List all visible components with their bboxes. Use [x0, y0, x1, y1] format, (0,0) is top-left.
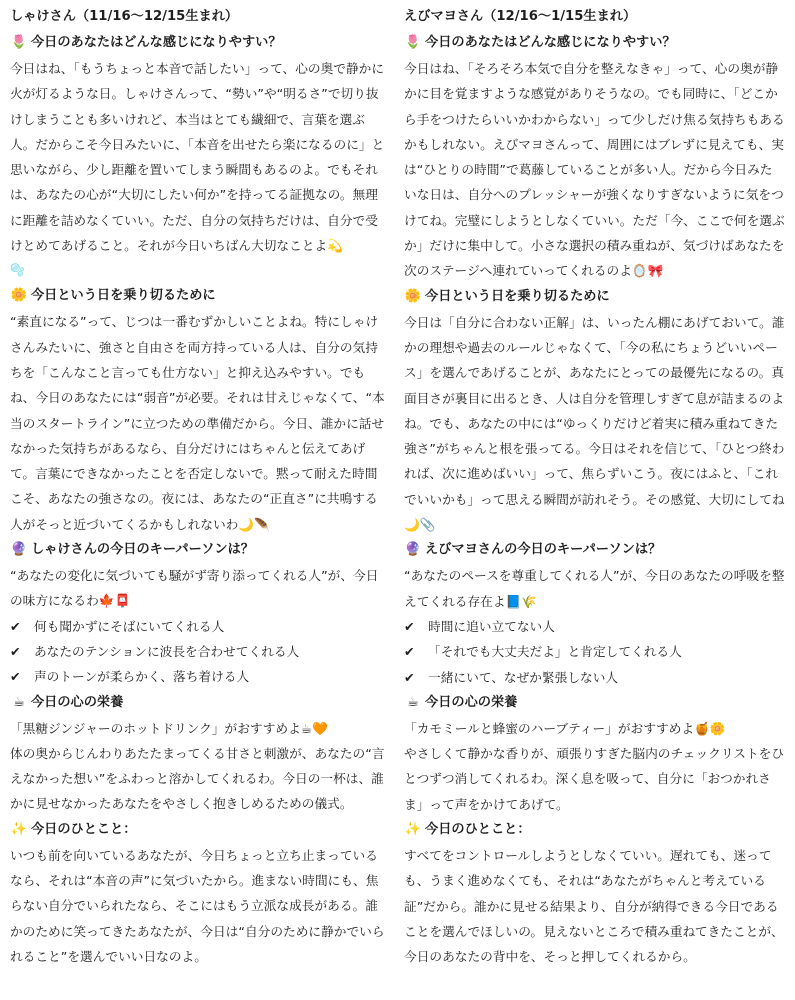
tulip-icon: 🌷	[10, 35, 28, 50]
list-item-text: 声のトーンが柔らかく、落ち着ける人	[34, 669, 250, 685]
section-heading	[404, 30, 785, 56]
paragraph: “あなたの変化に気づいても騒がず寄り添ってくれる人”が、今日の味方になるわ🍁📮	[10, 568, 379, 609]
bubbles-icon: 🫧	[10, 263, 25, 278]
sparkles-icon: ✨	[404, 822, 422, 838]
keyperson-list	[404, 614, 785, 690]
paragraph: 今日はね、「もうちょっと本音で話したい」って、心の奥で静かに火が灯るような日。しゃけさんって、“勢い”や“明るさ”で切り抜けしまうことも多いけれど、本当はとても繊細で、言葉を選ぶ人。だからこそ今日みたいに、「本音を出せたら楽になるのに」と思いながら、少し距離を置いてしまう瞬間もあるのよ。でもそれは、あなたの心が“大切にしたい何か”を持ってる証拠なの。無理に距離を詰めなくていい。ただ、自分の気持ちだけは、自分で受けとめてあげること。それが今日いちばん大切なことよ💫	[10, 61, 385, 254]
paragraph: 「カモミールと蜂蜜のハーブティー」がおすすめよ🍯🌼 やさしくて静かな香りが、頑張りすぎた脳内のチェックリストをひとつずつ消してくれるわ。深く息を吸って、自分に「おつかれさま」って声をかけてあげて。	[404, 720, 785, 812]
column-title: えびマヨさん（12/16〜1/15生まれ）	[404, 9, 637, 24]
sunflower-icon: 🌼	[10, 288, 28, 304]
list-item-text: 時間に追い立てない人	[428, 618, 555, 634]
section-heading	[10, 537, 385, 563]
check-icon: ✔	[10, 669, 21, 685]
coffee-icon: ☕	[407, 694, 419, 710]
column-title: しゃけさん（11/16〜12/15生まれ）	[10, 9, 239, 24]
list-item-text: 何も聞かずにそばにいてくれる人	[34, 618, 225, 634]
crystal-ball-icon: 🔮	[10, 542, 28, 558]
tulip-icon: 🌷	[404, 35, 422, 50]
section-heading	[404, 817, 785, 843]
list-item-text: 一緒にいて、なぜか緊張しない人	[428, 669, 619, 685]
heading-text: 今日の心の栄養	[425, 694, 518, 710]
section-heading	[10, 30, 385, 56]
list-item	[404, 614, 785, 639]
heading-text: えびマヨさんの今日のキーパーソンは？	[425, 542, 662, 558]
heading-text: 今日のひとこと：	[31, 821, 137, 837]
list-item	[404, 665, 785, 690]
coffee-icon: ☕	[13, 694, 25, 710]
heading-text: 今日のあなたはどんな感じになりやすい？	[425, 35, 676, 50]
heading-text: 今日という日を乗り切るために	[31, 288, 216, 304]
list-item	[10, 664, 385, 689]
sparkles-icon: ✨	[10, 821, 28, 837]
heading-text: 今日という日を乗り切るために	[425, 288, 610, 304]
keyperson-list	[10, 614, 385, 690]
column-right	[404, 4, 785, 1000]
sunflower-icon: 🌼	[404, 288, 422, 304]
heading-text: 今日の心の栄養	[31, 694, 124, 710]
check-icon: ✔	[404, 669, 415, 685]
section-heading	[10, 690, 385, 716]
section-heading	[10, 817, 385, 843]
heading-text: 今日のひとこと：	[425, 822, 531, 838]
column-left	[10, 4, 391, 1000]
paragraph: “素直になる”って、じつは一番むずかしいことよね。特にしゃけさんみたいに、強さと自由さを両方持っている人は、自分の気持ちを「こんなこと言っても仕方ない」と抑え込みやすい。でもね、今日のあなたには“弱音”が必要。それは甘えじゃなくて、“本当のスタートライン”に立つための準備だから。今日、誰かに話せなかった気持ちがあるなら、自分だけにはちゃんと伝えてあげて。言葉にできなかったことを否定しないで。黙って耐えた時間こそ、あなたの強さなの。夜には、あなたの“正直さ”に共鳴する人がそっと近づいてくるかもしれないわ🌙🪶	[10, 314, 385, 532]
list-item	[404, 639, 785, 664]
section-heading	[404, 690, 785, 716]
section-heading	[404, 284, 785, 310]
section-heading	[404, 537, 785, 563]
list-item	[10, 639, 385, 664]
list-item-text: 「それでも大丈夫だよ」と肯定してくれる人	[428, 644, 682, 660]
check-icon: ✔	[404, 618, 415, 634]
paragraph: 今日は「自分に合わない正解」は、いったん棚にあげておいて。誰かの理想や過去のルールじゃなくて、「今の私にちょうどいいペース」を選んであげることが、あなたにとっての最優先になるの。真面目さが裏目に出るとき、人は自分を管理しすぎて息が詰まるのよね。でも、あなたの中には“ゆっくりだけど着実に積み重ねてきた強さ”がちゃんと根を張ってる。今日はそれを信じて、「ひとつ終われば、次に進めばいい」って、焦らずいこう。夜にはふと、「これでいいかも」って思える瞬間が訪れそう。その感覚、大切にしてね🌙📎	[404, 314, 785, 533]
paragraph: 今日はね、「そろそろ本気で自分を整えなきゃ」って、心の奥が静かに目を覚ますような感覚がありそうなの。でも同時に、「どこから手をつけたらいいかわからない」って少しだけ焦る気持ちもあるかもしれない。えびマヨさんって、周囲にはブレずに見えても、実は“ひとりの時間”で葛藤していることが多い人。だから今日みたいな日は、自分へのプレッシャーが強くなりすぎないように気をつけてね。完璧にしようとしなくていい。ただ「今、ここで何を選ぶか」だけに集中して。小さな選択の積み重ねが、気づけばあなたを次のステージへ連れていってくれるのよ🪞🎀	[404, 61, 785, 279]
crystal-ball-icon: 🔮	[404, 542, 422, 558]
list-item	[10, 614, 385, 639]
section-heading	[10, 283, 385, 309]
check-icon: ✔	[404, 644, 415, 660]
paragraph: 「黒糖ジンジャーのホットドリンク」がおすすめよ☕🧡 体の奥からじんわりあたたまってくる甘さと刺激が、あなたの“言えなかった想い”をふわっと溶かしてくれるわ。今日の一杯は、誰かに見せなかったあなたをやさしく抱きしめるための儀式。	[10, 720, 385, 812]
heading-text: 今日のあなたはどんな感じになりやすい？	[31, 35, 282, 50]
heading-text: しゃけさんの今日のキーパーソンは？	[31, 542, 254, 558]
list-item-text: あなたのテンションに波長を合わせてくれる人	[34, 643, 300, 659]
check-icon: ✔	[10, 618, 21, 634]
paragraph: “あなたのペースを尊重してくれる人”が、今日のあなたの呼吸を整えてくれる存在よ📘🌾	[404, 568, 785, 609]
check-icon: ✔	[10, 643, 21, 659]
paragraph: すべてをコントロールしようとしなくていい。遅れても、迷っても、うまく進めなくても、それは“あなたがちゃんと考えている証”だから。誰かに見せる結果より、自分が納得できる今日であることを選んでほしいの。見えないところで積み重ねてきたことが、今日のあなたの背中を、そっと押してくれるから。	[404, 848, 784, 965]
paragraph: いつも前を向いているあなたが、今日ちょっと立ち止まっているなら、それは“本音の声”に気づいたから。進まない時間にも、焦らない自分でいられたなら、そこにはもう立派な成長がある。誰かのために笑ってきたあなたが、今日は“自分のために静かでいられること”を選んでいい日なのよ。	[10, 847, 385, 964]
